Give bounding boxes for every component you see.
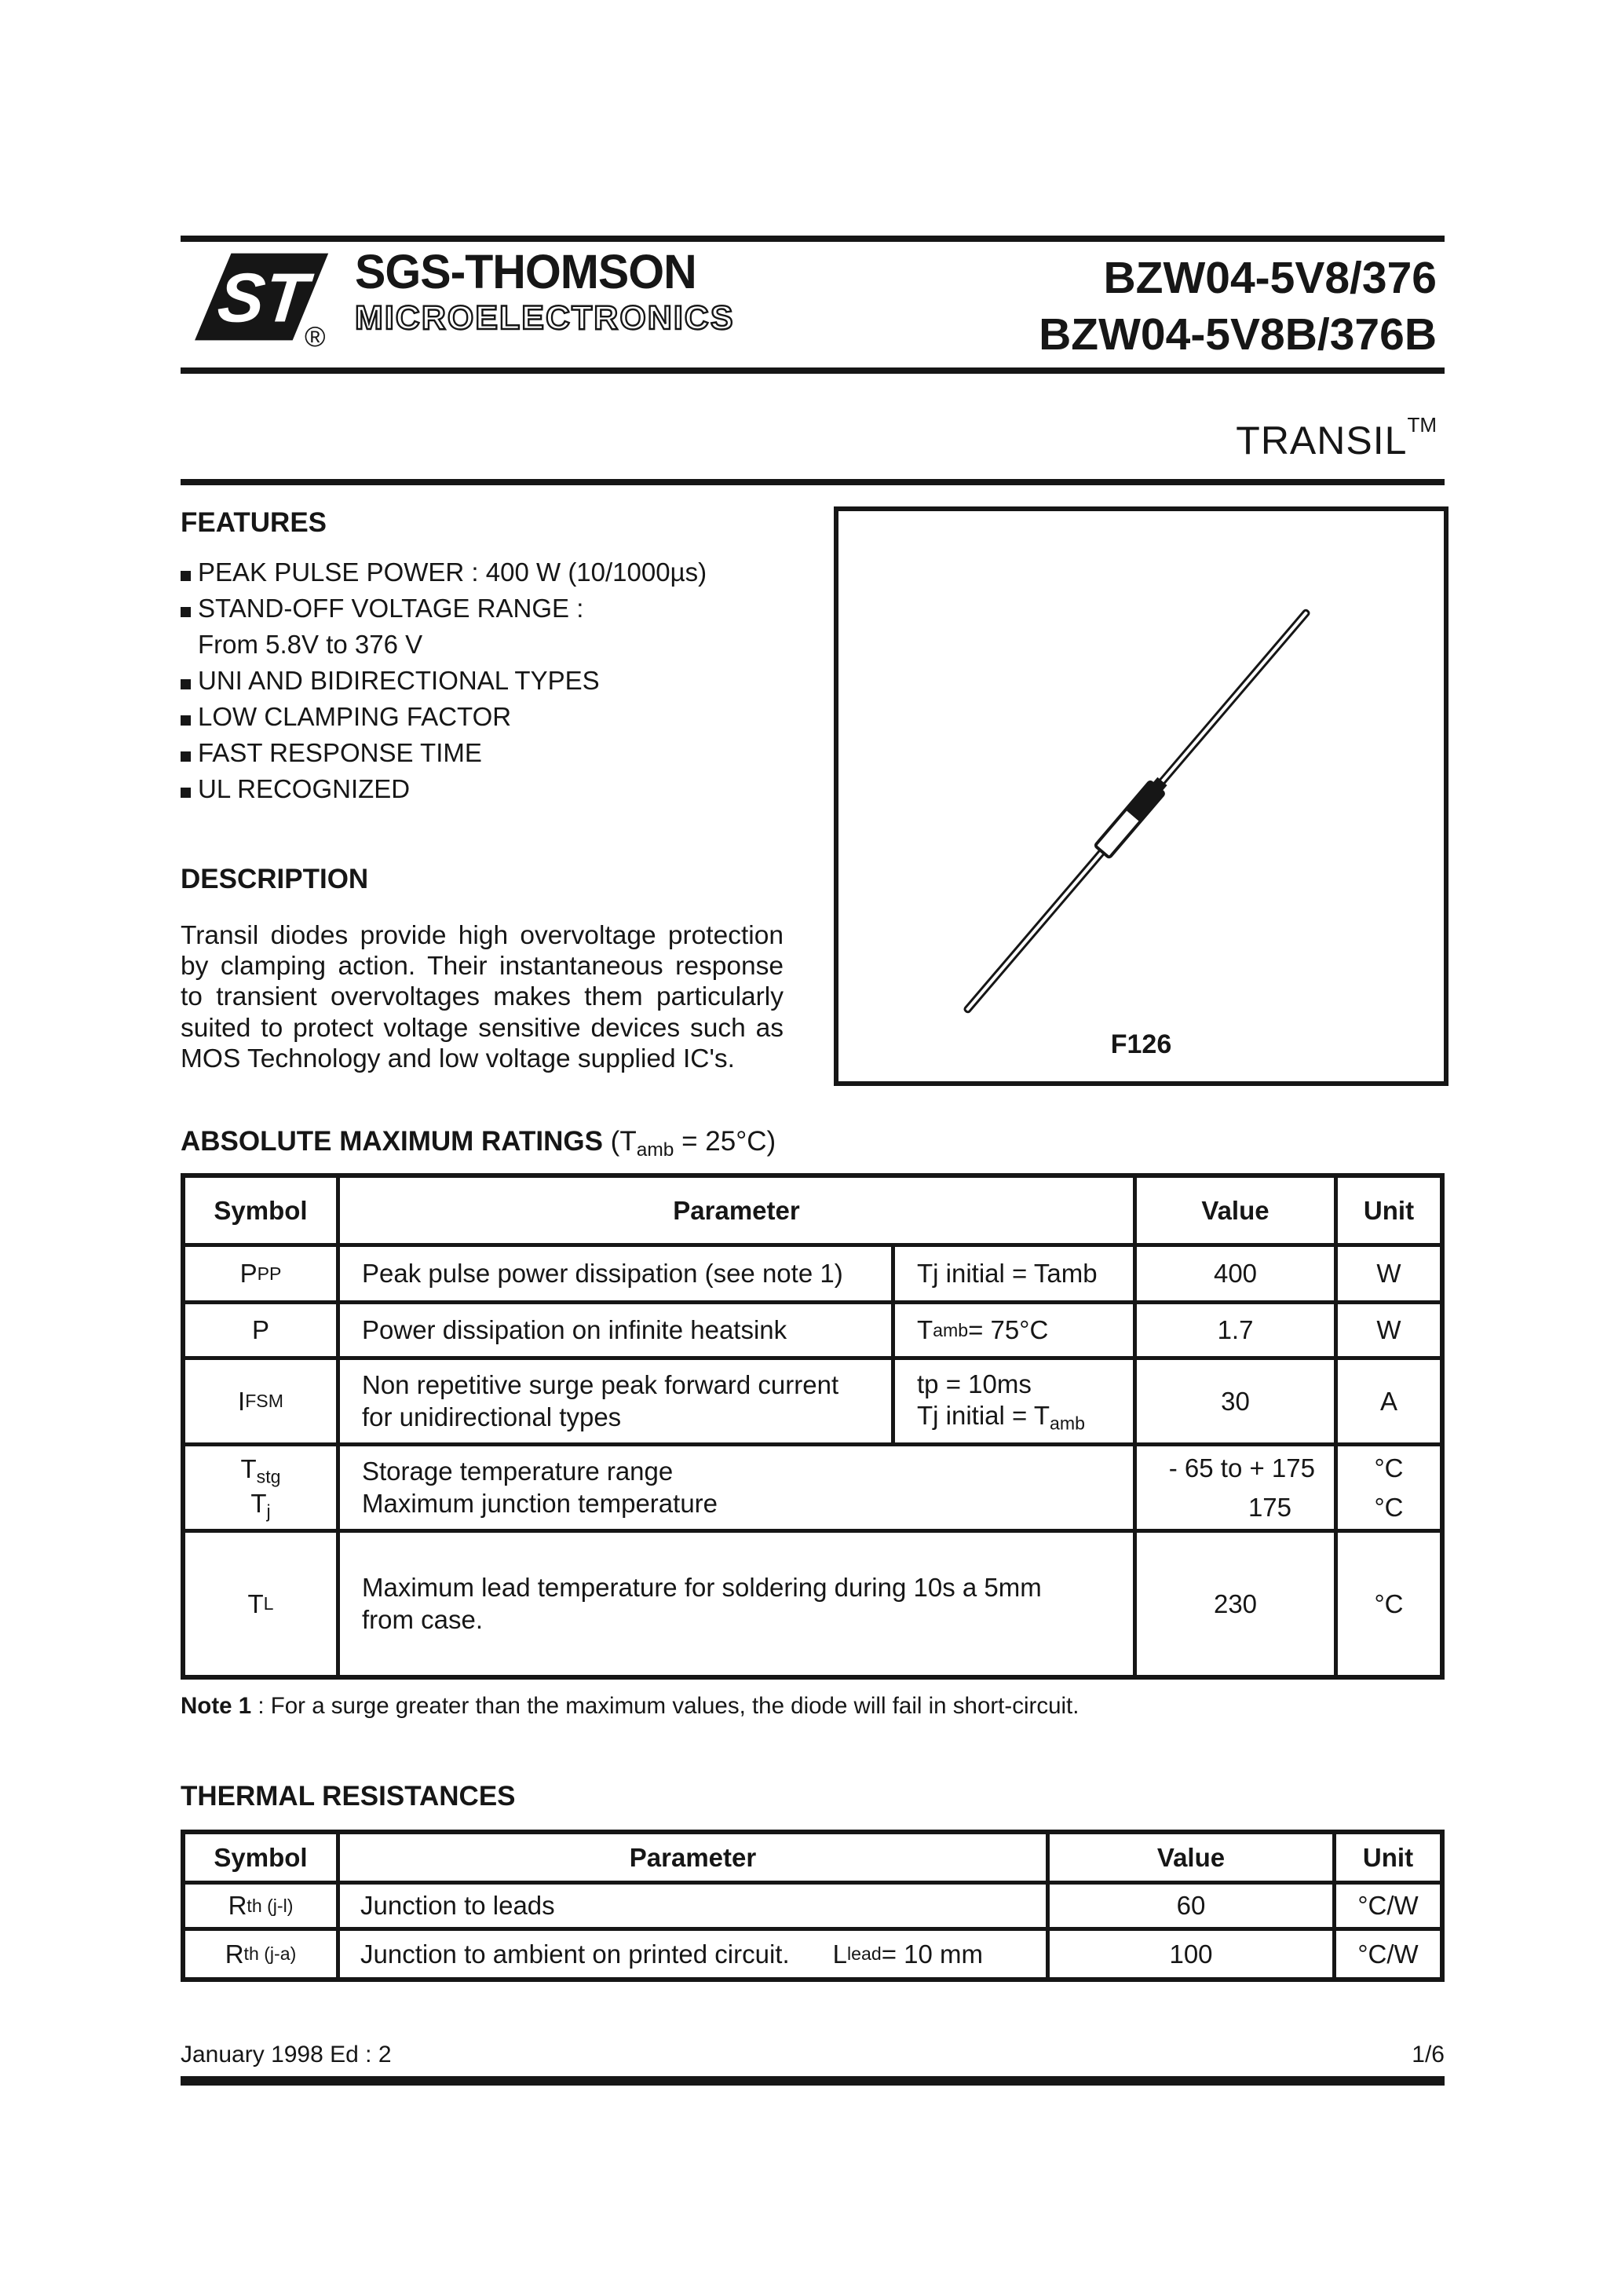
square-bullet-icon — [181, 571, 191, 581]
description-paragraph: Transil diodes provide high overvoltage protection by clamping action. Their instantaneous response to transient overvoltages makes them particularly suited to protect voltage sensitive devices such as MOS Technology and low voltage supplied IC's. — [181, 921, 784, 1073]
feature-text: From 5.8V to 376 V — [198, 630, 423, 659]
diode-lead-upper — [1154, 609, 1310, 790]
unit-cell: °C — [1374, 1589, 1404, 1618]
parameter-line: Storage temperature range — [362, 1457, 674, 1486]
abs-max-heading-condition: (Tamb = 25°C) — [610, 1126, 776, 1161]
parameter-line: for unidirectional types — [362, 1402, 622, 1431]
transil-label: TRANSIL — [1236, 419, 1408, 462]
table-note: Note 1 : For a surge greater than the maximum values, the diode will fail in short-circuit. — [181, 1693, 1080, 1719]
parameter-cell: Peak pulse power dissipation (see note 1) — [340, 1247, 895, 1304]
parameter-cell — [340, 1533, 1137, 1675]
parameter-line: Maximum junction temperature — [362, 1488, 718, 1518]
square-bullet-icon — [181, 679, 191, 689]
unit-cell — [1338, 1446, 1440, 1533]
description-section — [181, 864, 784, 1074]
abs-max-heading-main: ABSOLUTE MAXIMUM RATINGS — [181, 1126, 611, 1157]
header-top-rule — [181, 236, 1445, 242]
thermal-heading: THERMAL RESISTANCES — [181, 1781, 516, 1812]
absolute-maximum-ratings-table — [181, 1173, 1445, 1680]
axial-diode-drawing — [838, 511, 1443, 1081]
abs-max-heading — [181, 1126, 776, 1161]
condition-cell: Tj initial = Tamb — [895, 1247, 1137, 1304]
part-numbers — [1039, 250, 1437, 364]
square-bullet-icon — [181, 751, 191, 762]
symbol-line: Tstg — [240, 1453, 281, 1487]
parameter-cell — [340, 1446, 1137, 1533]
brand-subname: MICROELECTRONICS — [355, 299, 735, 337]
square-bullet-icon — [181, 788, 191, 798]
parameter-cell — [340, 1360, 895, 1446]
package-name: F126 — [1110, 1029, 1172, 1059]
feature-text: UL RECOGNIZED — [198, 774, 411, 803]
parameter-line: Non repetitive surge peak forward current — [362, 1370, 839, 1400]
feature-text: UNI AND BIDIRECTIONAL TYPES — [198, 666, 600, 695]
list-item — [181, 554, 809, 590]
value-cell: 400 — [1137, 1247, 1338, 1304]
symbol-cell: R th (j-l) — [185, 1885, 340, 1931]
page-footer — [181, 2042, 1445, 2068]
part-number-line1: BZW04-5V8/376 — [1103, 253, 1437, 303]
value-cell: 60 — [1050, 1885, 1336, 1931]
subtitle-rule — [181, 479, 1445, 485]
header-bottom-rule — [181, 367, 1445, 374]
column-header-value: Value — [1050, 1834, 1336, 1885]
list-item — [181, 771, 809, 807]
parameter-cell: Junction to leads — [340, 1885, 1050, 1931]
parameter-cell: Power dissipation on infinite heatsink — [340, 1304, 895, 1360]
column-header-unit: Unit — [1336, 1834, 1440, 1885]
list-item — [181, 735, 809, 771]
registered-trademark-icon: ® — [305, 320, 326, 353]
symbol-cell: P — [185, 1304, 340, 1360]
value-cell: 30 — [1137, 1360, 1338, 1446]
unit-cell: W — [1338, 1304, 1440, 1360]
list-item — [181, 590, 809, 627]
condition-cell — [895, 1360, 1137, 1446]
value-line: - 65 to + 175 — [1168, 1453, 1315, 1483]
square-bullet-icon — [181, 715, 191, 726]
unit-line: °C — [1374, 1492, 1404, 1522]
description-heading: DESCRIPTION — [181, 864, 369, 894]
product-family-title — [1236, 413, 1437, 463]
value-cell: 230 — [1137, 1533, 1338, 1675]
feature-text: LOW CLAMPING FACTOR — [198, 702, 512, 731]
parameter-line: from case. — [362, 1604, 484, 1634]
condition-line: tp = 10ms — [917, 1369, 1032, 1398]
st-logo-monogram: ST — [214, 258, 312, 337]
value-cell — [1137, 1446, 1338, 1533]
footer-rule — [181, 2076, 1445, 2086]
column-header-value: Value — [1137, 1178, 1338, 1247]
brand-name: SGS-THOMSON — [355, 244, 696, 299]
list-item — [181, 699, 809, 735]
brand-block — [355, 244, 735, 337]
part-number-line2: BZW04-5V8B/376B — [1039, 309, 1437, 360]
column-header-parameter: Parameter — [340, 1178, 1137, 1247]
footer-date-edition: January 1998 Ed : 2 — [181, 2042, 392, 2067]
footer-page-number: 1/6 — [1412, 2042, 1445, 2067]
symbol-cell: T L — [185, 1533, 340, 1675]
features-list — [181, 554, 809, 807]
unit-cell: °C/W — [1336, 1885, 1440, 1931]
condition-cell: T amb = 75°C — [895, 1304, 1137, 1360]
features-heading: FEATURES — [181, 507, 327, 538]
feature-text: FAST RESPONSE TIME — [198, 738, 482, 767]
diode-lead-lower — [964, 839, 1114, 1013]
parameter-line: Maximum lead temperature for soldering during 10s a 5mm — [362, 1573, 1042, 1603]
unit-cell: A — [1338, 1360, 1440, 1446]
symbol-line: Tj — [250, 1488, 271, 1521]
list-item — [181, 663, 809, 699]
column-header-parameter: Parameter — [340, 1834, 1050, 1885]
trademark-superscript: TM — [1407, 413, 1437, 437]
feature-text: PEAK PULSE POWER : 400 W (10/1000µs) — [198, 558, 707, 587]
feature-text: STAND-OFF VOLTAGE RANGE : — [198, 594, 584, 623]
list-item-continuation — [181, 627, 809, 663]
column-header-symbol: Symbol — [185, 1178, 340, 1247]
condition-line: Tj initial = Tamb — [917, 1400, 1085, 1434]
value-line: 175 — [1248, 1492, 1291, 1522]
unit-cell: W — [1338, 1247, 1440, 1304]
unit-line: °C — [1374, 1453, 1404, 1483]
parameter-cell: Junction to ambient on printed circuit. L lead = 10 mm — [340, 1931, 1050, 1977]
value-cell: 1.7 — [1137, 1304, 1338, 1360]
thermal-resistances-table — [181, 1830, 1445, 1982]
symbol-cell: I FSM — [185, 1360, 340, 1446]
features-section — [181, 507, 809, 807]
symbol-cell: R th (j-a) — [185, 1931, 340, 1977]
column-header-unit: Unit — [1338, 1178, 1440, 1247]
value-cell: 100 — [1050, 1931, 1336, 1977]
symbol-cell: P PP — [185, 1247, 340, 1304]
unit-cell: °C/W — [1357, 1939, 1419, 1969]
column-header-symbol: Symbol — [185, 1834, 340, 1885]
square-bullet-icon — [181, 607, 191, 617]
symbol-cell — [185, 1446, 340, 1533]
package-drawing-box — [834, 506, 1448, 1086]
